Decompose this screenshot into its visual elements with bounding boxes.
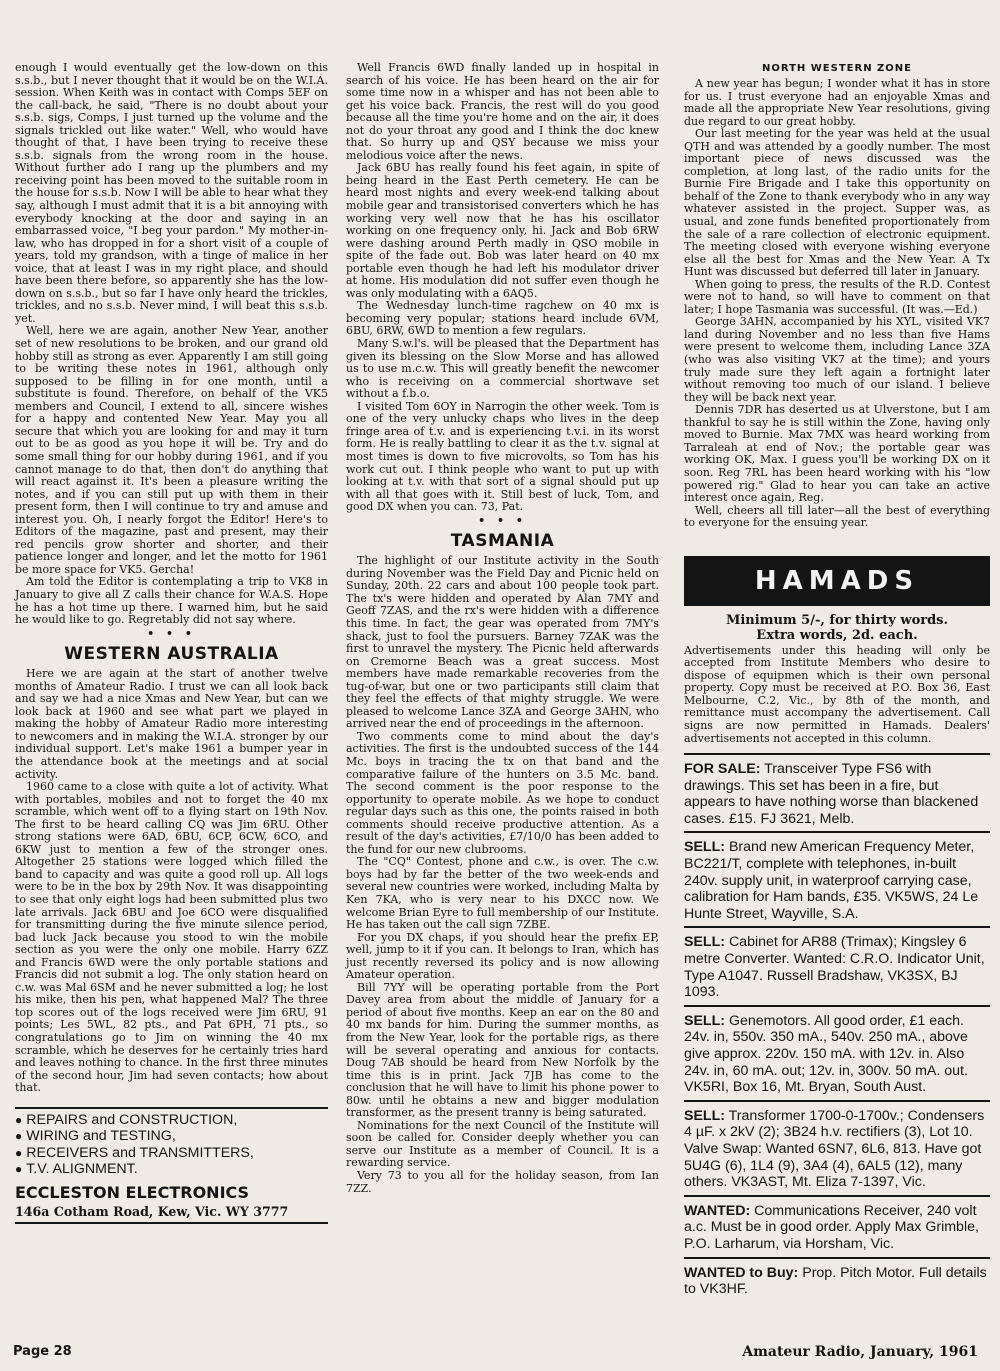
classified-ad: SELL: Transformer 1700-0-1700v.; Condensers 4 µF. x 2kV (2); 3B24 h.v. rectifiers (3), Lot 10. Valve Swap: Wanted 6SN7, 6L6, 813. Have got 5U4G (6), 1L4 (9), 3A4 (4), 6AL5 (12), many others. VK3AST, Mt. Eliza 7-1397, Vic. xyxy=(684,1100,990,1195)
paragraph: Well, cheers all till later—all the best of everything to everyone for the ensuing year. xyxy=(684,503,990,530)
paragraph: enough I would eventually get the low-down on this s.s.b., but I never thought that it would be on the W.I.A. session. When Keith was in contact with Comps 5EF on the call-back, he said, "There is no doubt about your s.s.b. sigs, Comps, I just turned up the volume and the signals trickled out like water." Well, who would have thought of that, I have been trying to receive these s.s.b. signals from the wrong room in the house. Without further ado I rang up the plumbers and my receiving point has been moved to the suitable room in the house for s.s.b. Now I will be able to hear what they say, although I must admit that it is a bit annoying with everybody knocking at the door and saying in an embarrassed voice, "I beg your pardon." My mother-in-law, who has dropped in for a short visit of a couple of years, told my grandson, with a tinge of malice in her voice, that at least I was in my right place, and should have been there before, so apparently she has the low-down on s.s.b., but so far I have only heard the trickles, trickles, and no s.s.b. Never mind, I will beat this s.s.b. yet. xyxy=(15,61,329,325)
classified-ad: SELL: Cabinet for AR88 (Trimax); Kingsley 6 metre Converter. Wanted: C.R.O. Indicator Unit, Type A1047. Russell Bradshaw, VK3SX, BJ 1093. xyxy=(684,926,990,1004)
paragraph: The Wednesday lunch-time ragchew on 40 mx is becoming very popular; stations heard include 6VM, 6BU, 6RW, 6WD to mention a few regulars. xyxy=(346,299,659,338)
paragraph: The highlight of our Institute activity in the South during November was the Field Day and Picnic held on Sunday, 20th. 22 cars and about 100 people took part. The tx's were hidden and operated by Alan 7MY and Geoff 7ZAS, and the rx's were hidden with a difference this time. In fact, the gear was operated from 7MY's shack, just to fool the pursuers. Barney 7ZAK was the first to unravel the mystery. The Picnic held afterwards on Cremorne Beach was a great success. Most members have made remarkable recoveries from the tug-of-war, but one or two participants still claim that they feel the effects of that mighty struggle. We were pleased to welcome Lance 3ZA and George 3AHN, who arrived near the end of proceedings in the afternoon. xyxy=(346,554,659,731)
ad-line: ● REPAIRS and CONSTRUCTION, xyxy=(15,1111,238,1128)
ad-line: ● WIRING and TESTING, xyxy=(15,1128,176,1145)
bullet-icon: ● xyxy=(15,1112,23,1127)
paragraph: Dennis 7DR has deserted us at Ulverstone, but I am thankful to say he is still within the Zone, having only moved to Burnie. Max 7MX was heard working from Tarraleah at end of Nov.; the portable gear was working OK, Max. I guess you'll be working DX on it soon. Reg 7RL has been heard working with his "low powered rig." Glad to hear you can take an active interest once again, Reg. xyxy=(684,403,990,505)
paragraph: The "CQ" Contest, phone and c.w., is over. The c.w. boys had by far the better of the two week-ends and several new countries were worked, including Malta by Ken 7KA, who is very near to his DXCC now. We welcome Brian Eyre to full membership of our Institute. He has taken out the call sign 7ZBE. xyxy=(346,855,659,932)
paragraph: 1960 came to a close with quite a lot of activity. What with portables, mobiles and not to forget the 40 mx scramble, which went off to a flying start on 19th Nov. The first to be heard calling CQ was Jim 6RU. Other strong stations were 6AD, 6BU, 6CP, 6CW, 6CO, and 6KW just to mention a few of the stronger ones. Altogether 25 stations were logged which filled the band to capacity and was quite a good roll up. All logs were to be in the box by 29th Nov. It was disappointing to see that only eight logs had been submitted plus two late arrivals. Jack 6BU and Joe 6CO were disqualified for transmitting during the five minute silence period, bad luck Jack because you stood to win the mobile section as you were the only one mobile. Harry 6ZZ and Francis 6WD were the only portable stations and Francis did not submit a log. The only station heard on c.w. was Mal 6SM and he never submitted a log; he lost his mike, then his pen, what happened Mal? The three top scores out of the logs received were Jim 6RU, 91 points; Les 5WL, 82 pts., and Pat 6PH, 71 pts., so congratulations go to Jim on winning the 40 mx scramble, which he deserves for he certainly tries hard and leaves nothing to chance. In the first three minutes of the second hour, Jim had seven contacts; how about that. xyxy=(15,780,328,1095)
classified-ad: SELL: Brand new American Frequency Meter, BC221/T, complete with telephones, in-built 240v. supply unit, in waterproof carrying case, calibration for Ham bands, £35. VK5WS, 24 Le Hunte Street, Wayville, S.A. xyxy=(684,831,990,926)
paragraph: Many S.w.l's. will be pleased that the Department has given its blessing on the Slow Morse and has allowed us to use m.c.w. This will greatly benefit the newcomer who is receiving on a commercial shortwave set without a f.b.o. xyxy=(346,337,659,401)
ad-line: ● T.V. ALIGNMENT. xyxy=(15,1161,138,1178)
classified-ad: WANTED to Buy: Prop. Pitch Motor. Full details to VK3HF. xyxy=(684,1257,990,1302)
paragraph: Very 73 to you all for the holiday season, from Ian 7ZZ. xyxy=(346,1169,659,1195)
classified-ad: FOR SALE: Transceiver Type FS6 with drawings. This set has been in a fire, but appears to have nothing worse than blackened cases. £15. FJ 3621, Melb. xyxy=(684,753,990,831)
column-1 xyxy=(15,62,328,1224)
paragraph: George 3AHN, accompanied by his XYL, visited VK7 land during November and no less than five Hams were present to welcome them, including Lance 3ZA (who was also visiting VK7 at the time); and yours truly made sure they left again a fortnight later without removing too much of our island. I believe they will be back next year. xyxy=(684,315,990,404)
paragraph: Our last meeting for the year was held at the usual QTH and was attended by a goodly number. The most important piece of news discussed was the completion, at long last, of the radio units for the Burnie Fire Brigade and I take this opportunity on behalf of the Zone to thank everybody who in any way whatever assisted in the project. Supper was, as usual, and zone funds benefited proportionately from the sale of a rare collection of electronic equipment. The meeting closed with everyone wishing everyone else all the best for Xmas and the New Year. A Tx Hunt was discussed but deferred till later in January. xyxy=(684,127,990,279)
hamads-rates: Minimum 5/-, for thirty words. Extra words, 2d. each. xyxy=(725,612,949,643)
ad-company-name: ECCLESTON ELECTRONICS xyxy=(15,1182,250,1202)
ad-line: ● RECEIVERS and TRANSMITTERS, xyxy=(15,1144,254,1161)
paragraph: Here we are again at the start of another twelve months of Amateur Radio. I trust we can all look back and say we had a nice Xmas and New Year, but can we look back at 1960 and see what part we played in making the hobby of Amateur Radio more interesting to newcomers and in making the W.I.A. stronger by our individual support. Let's make 1961 a bumper year in the attendance book at the meetings and at social activity. xyxy=(15,667,328,781)
paragraph: Bill 7YY will be operating portable from the Port Davey area from about the middle of January for a period of about five months. Keep an ear on the 80 and 40 mx bands for him. During the summer months, as from the New Year, look for the portable rigs, as there will be several operating and anxious for contacts. Doug 7AB should be heard from New Norfolk by the time this is in print. Jack 7JB has come to the conclusion that he will have to limit his phone power to 80w. until he obtains a new and bigger modulation transformer, as the present tranny is being saturated. xyxy=(346,980,659,1120)
paragraph: I visited Tom 6OY in Narrogin the other week. Tom is one of the very unlucky chaps who lives in the deep fringe area of t.v. and is experiencing t.v.i. in its worst form. He is really battling to clear it as the t.v. signal at most times is down to five microvolts, so Tom has his work cut out. I think people who want to put up with looking at t.v. with that sort of a signal should put up with all that goes with it. Still best of luck, Tom, and good DX when you can. 73, Pat. xyxy=(346,399,659,514)
bullet-icon: ● xyxy=(15,1162,23,1177)
paragraph: Am told the Editor is contemplating a trip to VK8 in January to give all Z calls their chance for W.A.S. Hope he has a hot time up there. I warned him, but he said he would like to go. Regretably did not say where. xyxy=(15,575,328,627)
paragraph: Jack 6BU has really found his feet again, in spite of being heard in the East Perth cemetery. He can be heard most nights and every week-end talking about mobile gear and transistorised converters which he has working very well now that he has his oscillator working on one frequency only, hi. Jack and Bob 6RW were dashing around Perth madly in QSO mobile in spite of the fade out. Bob was later heard on 40 mx portable even though he had left his modulator driver at home. His modulation did not suffer even though he was only modulating with a 6AQ5. xyxy=(346,161,659,300)
section-heading-tasmania: TASMANIA xyxy=(450,531,555,552)
page-number: Page 28 xyxy=(13,1344,72,1359)
bullet-icon: ● xyxy=(15,1145,23,1160)
section-separator: • • • xyxy=(478,513,527,527)
paragraph: For you DX chaps, if you should hear the prefix EP, well, jump to it if you can. It belongs to Iran, which has just recently reversed its policy and is now allowing Amateur operation. xyxy=(346,930,659,982)
zone-heading: NORTH WESTERN ZONE xyxy=(761,63,912,74)
paragraph: Two comments come to mind about the day's activities. The first is the undoubted success of the 144 Mc. boys in tracing the tx on that band and the comparative failure of the hunters on 3.5 Mc. band. The second comment is the poor response to the opportunity to operate mobile. As we hope to conduct regular days such as this one, the points raised in both comments should receive productive attention. As a result of the day's activities, £7/10/0 has been added to the fund for our new clubrooms. xyxy=(346,729,659,856)
column-3 xyxy=(684,62,990,1302)
bullet-icon: ● xyxy=(15,1129,23,1144)
ad-address: 146a Cotham Road, Kew, Vic. WY 3777 xyxy=(15,1203,289,1219)
paragraph: A new year has begun; I wonder what it has in store for us. I trust everyone had an enjoyable Xmas and made all the appropriate New Year resolutions, giving due regard to our great hobby. xyxy=(684,77,990,128)
paragraph: When going to press, the results of the R.D. Contest were not to hand, so will have to comment on that later; I hope Tasmania was successful. (It was.—Ed.) xyxy=(684,277,990,316)
hamads-description: Advertisements under this heading will only be accepted from Institute Members who desire to dispose of equipmen which is their own personal property. Copy must be received at P.O. Box 36, East Melbourne, C.2, Vic., by 8th of the month, and remittance must accompany the advertisement. Call signs are now permitted in Hamads. Dealers' advertisements not accepted in this column. xyxy=(684,643,990,745)
hamads-banner: HAMADS xyxy=(684,556,990,606)
paragraph: Nominations for the next Council of the Institute will soon be called for. Consider deeply whether you can serve our Institute as a member of Council. It is a rewarding service. xyxy=(346,1118,659,1170)
classified-ad: WANTED: Communications Receiver, 240 volt a.c. Must be in good order. Apply Max Grimble, P.O. Larharum, via Horsham, Vic. xyxy=(684,1195,990,1257)
paragraph: Well, here we are again, another New Year, another set of new resolutions to be broken, and our grand old hobby still as strong as ever. Apparently I am still going to be writing these notes in 1961, although only supposed to be filling in for one month, until a substitute is found. Therefore, on behalf of the VK5 members and Council, I extend to all, sincere wishes for a happy and contented New Year. May you all secure that which you are looking for and may it turn out to be as good as you hope it will be. Try and do some small thing for our hobby during 1961, and if you cannot manage to do that, then don't do anything that will react against it. It's been a pleasure writing the notes, and if you can still put up with them in their present form, then I will continue to try and amuse and interest you. Oh, I nearly forgot the Editor! Here's to Editors of the magazine, past and present, may their red pencils grow shorter and shorter, and their patience longer and longer, and let the motto for 1961 be more space for VK5. Gercha! xyxy=(15,324,328,576)
section-separator: • • • xyxy=(147,626,196,640)
column-2 xyxy=(346,62,659,1195)
paragraph: Well Francis 6WD finally landed up in hospital in search of his voice. He has been heard on the air for some time now in a whisper and has not been able to get his voice back. Francis, the rest will do you good because all the time you're home and on the air, it does not do your throat any good and I think the doc knew that. So hurry up and QSY because we miss your melodious voice after the news. xyxy=(346,61,659,162)
eccleston-advertisement xyxy=(15,1107,328,1224)
classified-ad: SELL: Genemotors. All good order, £1 each. 24v. in, 550v. 350 mA., 540v. 250 mA., above give approx. 220v. 150 mA. with 12v. in. Also 24v. in, 60 mA. out; 12v. in, 300v. 50 mA. out. VK5RI, Box 16, Mt. Bryan, South Aust. xyxy=(684,1005,990,1100)
section-heading-western-australia: WESTERN AUSTRALIA xyxy=(64,644,279,665)
magazine-footer: Amateur Radio, January, 1961 xyxy=(742,1344,978,1360)
